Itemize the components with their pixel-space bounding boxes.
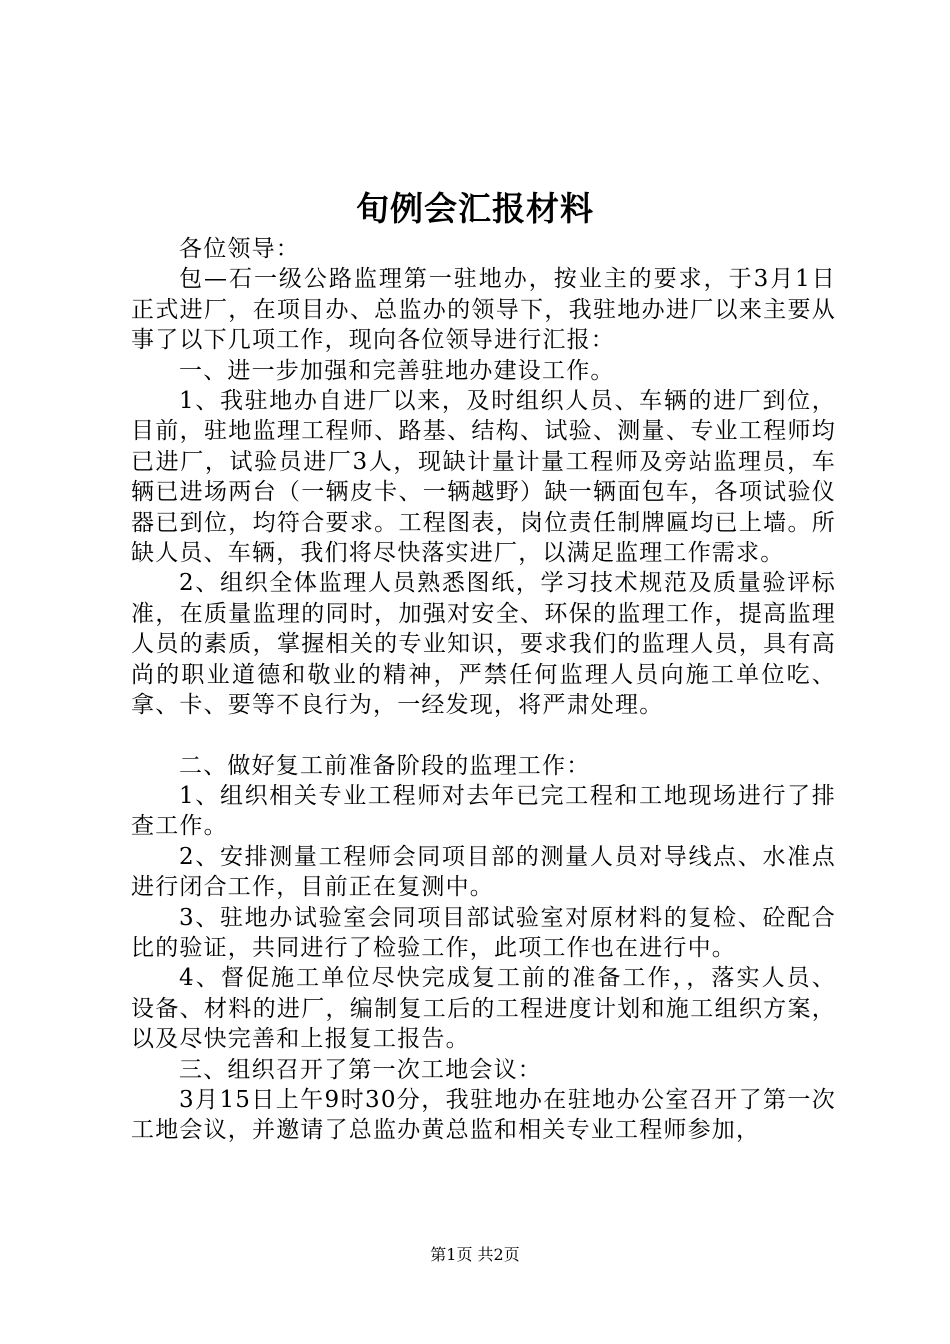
paragraph-2-4: 4、督促施工单位尽快完成复工前的准备工作，，落实人员、设备、材料的进厂，编制复工后的工程进度计划和施工组织方案，以及尽快完善和上报复工报告。 xyxy=(131,965,836,1053)
page-number-footer: 第1页 共2页 xyxy=(430,1245,520,1264)
paragraph-intro: 包—石一级公路监理第一驻地办，按业主的要求，于3月1日正式进厂，在项目办、总监办的领导下，我驻地办进厂以来主要从事了以下几项工作，现向各位领导进行汇报： xyxy=(131,266,836,354)
section-heading-3: 三、组织召开了第一次工地会议： xyxy=(179,1056,542,1083)
paragraph-3-1: 3月15日上午9时30分，我驻地办在驻地办公室召开了第一次工地会议，并邀请了总监办黄总监和相关专业工程师参加， xyxy=(131,1086,836,1144)
document-body xyxy=(131,234,836,1146)
paragraph-2-2: 2、安排测量工程师会同项目部的测量人员对导线点、水准点进行闭合工作，目前正在复测中。 xyxy=(131,843,836,901)
document-title: 旬例会汇报材料 xyxy=(356,189,594,228)
paragraph-2-3: 3、驻地办试验室会同项目部试验室对原材料的复检、砼配合比的验证，共同进行了检验工作，此项工作也在进行中。 xyxy=(131,904,836,961)
paragraph-1-2: 2、组织全体监理人员熟悉图纸，学习技术规范及质量验评标准，在质量监理的同时，加强对安全、环保的监理工作，提高监理人员的素质，掌握相关的专业知识，要求我们的监理人员，具有高尚的职业道德和敬业的精神，严禁任何监理人员向施工单位吃、拿、卡、要等不良行为，一经发现，将严肃处理。 xyxy=(131,570,836,719)
paragraph-1-1: 1、我驻地办自进厂以来，及时组织人员、车辆的进厂到位，目前，驻地监理工程师、路基、结构、试验、测量、专业工程师均已进厂，试验员进厂3人，现缺计量计量工程师及旁站监理员，车辆已进场两台（一辆皮卡、一辆越野）缺一辆面包车，各项试验仪器已到位，均符合要求。工程图表，岗位责任制牌匾均已上墙。所缺人员、车辆，我们将尽快落实进厂，以满足监理工作需求。 xyxy=(131,388,836,567)
salutation: 各位领导： xyxy=(179,236,300,262)
section-heading-2: 二、做好复工前准备阶段的监理工作： xyxy=(179,752,591,779)
section-heading-1: 一、进一步加强和完善驻地办建设工作。 xyxy=(179,357,615,384)
paragraph-2-1: 1、组织相关专业工程师对去年已完工程和工地现场进行了排查工作。 xyxy=(131,782,836,840)
